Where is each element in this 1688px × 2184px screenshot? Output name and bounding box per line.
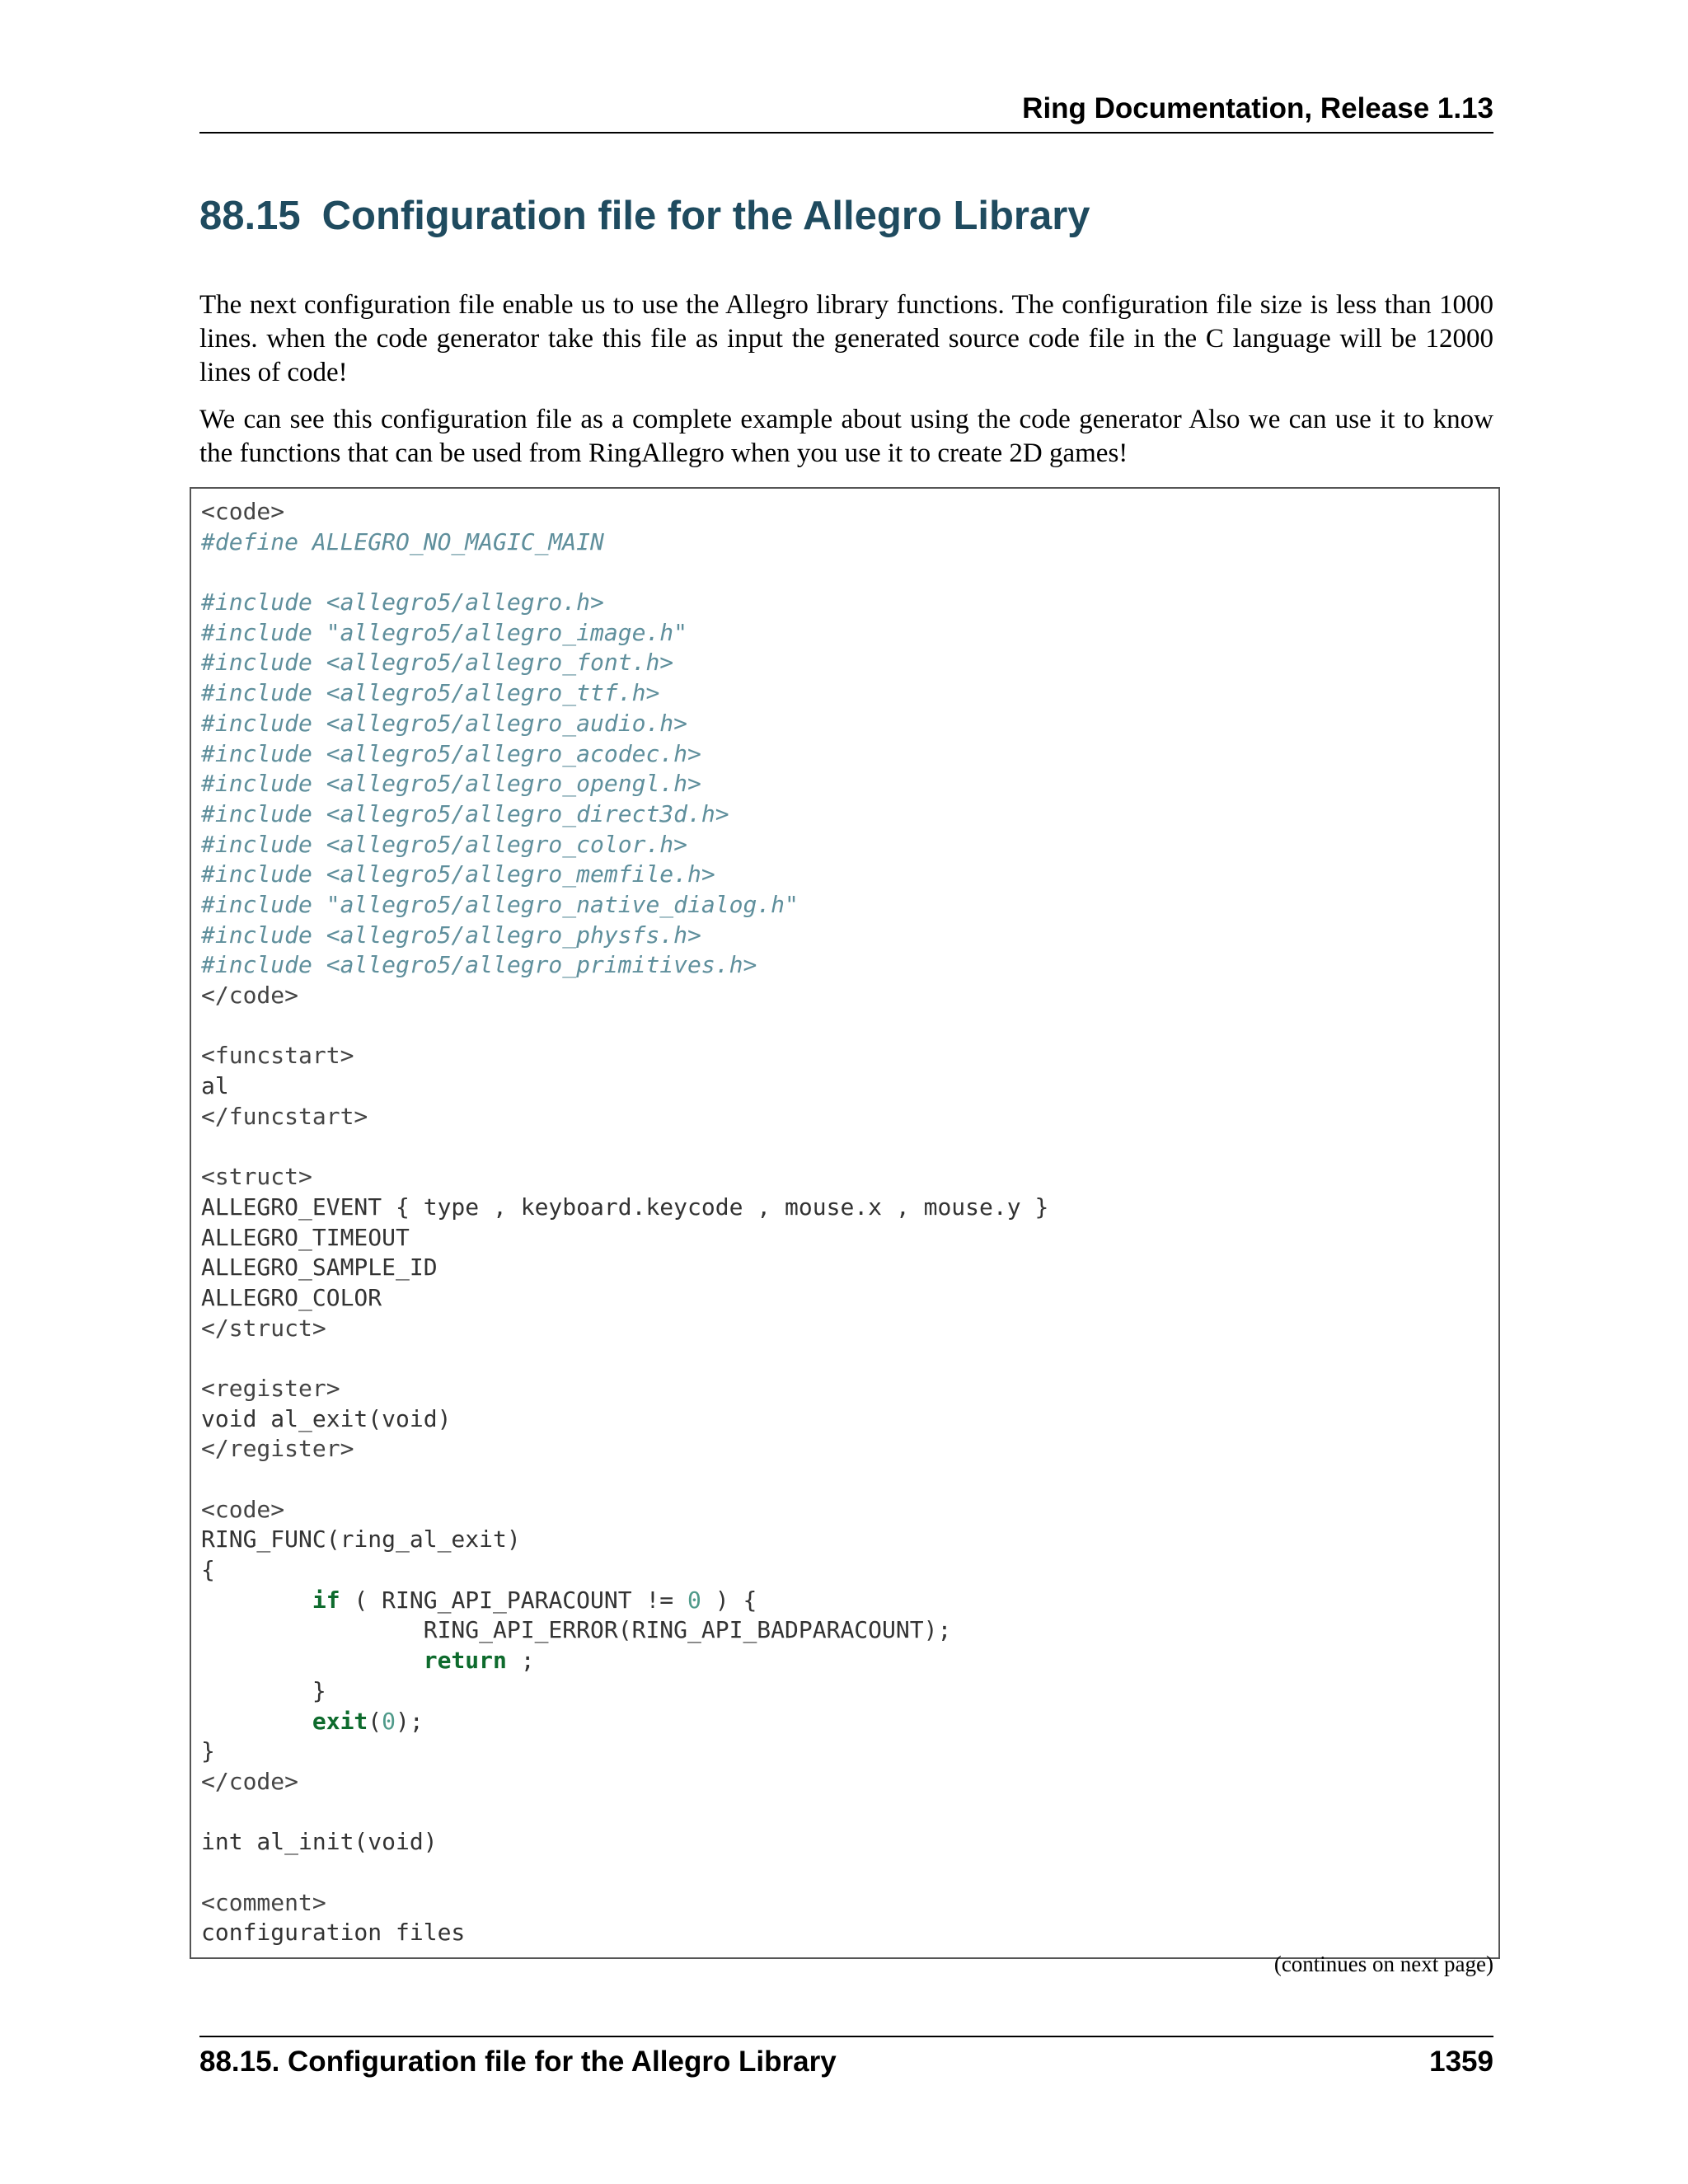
- code-line: #include <allegro5/allegro_opengl.h>: [201, 770, 701, 798]
- code-line: configuration files: [201, 1919, 466, 1947]
- code-line: </code>: [201, 1767, 299, 1795]
- code-line-blank: [201, 1132, 1048, 1162]
- code-line: <code>: [201, 1495, 285, 1523]
- code-line: int al_init(void): [201, 1828, 438, 1856]
- code-line: #include "allegro5/allegro_image.h": [201, 618, 688, 646]
- code-line: RING_FUNC(ring_al_exit): [201, 1526, 521, 1554]
- code-line: ALLEGRO_TIMEOUT: [201, 1223, 410, 1251]
- code-line: <register>: [201, 1374, 340, 1402]
- code-line: [201, 1676, 1048, 1707]
- code-keyword: if: [312, 1586, 340, 1614]
- code-line-blank: [201, 1797, 1048, 1828]
- code-line: [201, 1646, 1048, 1676]
- code-line: #include <allegro5/allegro_acodec.h>: [201, 739, 701, 767]
- code-token: );: [396, 1707, 424, 1735]
- code-line: #include <allegro5/allegro_color.h>: [201, 830, 688, 858]
- code-line: al: [201, 1072, 229, 1100]
- section-title-text: Configuration file for the Allegro Library: [321, 194, 1090, 238]
- code-line-blank: [201, 557, 1048, 588]
- code-line: #include <allegro5/allegro_memfile.h>: [201, 860, 715, 888]
- code-line: <struct>: [201, 1163, 312, 1191]
- footer-section: 88.15. Configuration file for the Allegro Library: [199, 2046, 837, 2078]
- code-token: ;: [506, 1647, 535, 1675]
- code-line: #include <allegro5/allegro_physfs.h>: [201, 921, 701, 949]
- code-line: #define ALLEGRO_NO_MAGIC_MAIN: [201, 527, 604, 555]
- code-keyword: return: [423, 1647, 507, 1675]
- code-keyword: exit: [312, 1707, 368, 1735]
- code-token: ) {: [701, 1586, 757, 1614]
- section-title: [199, 191, 1090, 241]
- code-line: </register>: [201, 1435, 354, 1463]
- code-line: [201, 1615, 1048, 1646]
- code-token: }: [312, 1676, 326, 1704]
- code-lines: [201, 497, 1048, 1948]
- code-line: #include <allegro5/allegro_direct3d.h>: [201, 799, 729, 827]
- code-line: }: [201, 1737, 215, 1765]
- code-line: #include <allegro5/allegro_ttf.h>: [201, 679, 660, 707]
- code-line: ALLEGRO_SAMPLE_ID: [201, 1254, 438, 1282]
- continues-note: (continues on next page): [1273, 1952, 1493, 1976]
- code-line: [201, 1586, 1048, 1616]
- code-line-blank: [201, 1465, 1048, 1495]
- code-token: (: [368, 1707, 382, 1735]
- code-line-blank: [201, 1858, 1048, 1888]
- page-number: 1359: [1429, 2046, 1493, 2078]
- code-line: #include <allegro5/allegro_audio.h>: [201, 709, 688, 737]
- usage-paragraph: We can see this configuration file as a complete example about using the code generator Also we can use it to know the functions that can be used from RingAllegro when you use it to create 2D games!: [199, 405, 1493, 468]
- code-line-blank: [201, 1011, 1048, 1042]
- code-line: </struct>: [201, 1314, 326, 1342]
- code-line: #include "allegro5/allegro_native_dialog.h": [201, 890, 799, 918]
- code-line: #include <allegro5/allegro_primitives.h>: [201, 951, 757, 979]
- code-line: [201, 1707, 1048, 1737]
- code-line: </code>: [201, 982, 299, 1009]
- code-block: [190, 487, 1500, 1959]
- code-number: 0: [382, 1707, 396, 1735]
- header-title: Ring Documentation, Release 1.13: [1022, 92, 1493, 124]
- code-line: #include <allegro5/allegro_font.h>: [201, 649, 674, 677]
- code-line: <comment>: [201, 1888, 326, 1916]
- code-line: ALLEGRO_COLOR: [201, 1283, 382, 1311]
- intro-paragraph: The next configuration file enable us to use the Allegro library functions. The configuration file size is less than 1000 lines. when the code generator take this file as input the generated source code file in the C language will be 12000 lines of code!: [199, 290, 1493, 387]
- code-token: ( RING_API_PARACOUNT !=: [340, 1586, 688, 1614]
- section-number: 88.15: [199, 194, 301, 238]
- code-line: ALLEGRO_EVENT { type , keyboard.keycode , mouse.x , mouse.y }: [201, 1193, 1049, 1221]
- code-line: <code>: [201, 498, 285, 525]
- code-number: 0: [687, 1586, 701, 1614]
- code-line: <funcstart>: [201, 1042, 354, 1070]
- code-line: {: [201, 1556, 215, 1584]
- page-footer: [199, 2036, 1493, 2080]
- code-line: #include <allegro5/allegro.h>: [201, 588, 604, 616]
- page-header: [199, 91, 1493, 134]
- code-line-blank: [201, 1343, 1048, 1374]
- code-line: </funcstart>: [201, 1102, 368, 1130]
- code-token: RING_API_ERROR(RING_API_BADPARACOUNT);: [423, 1616, 952, 1644]
- code-line: void al_exit(void): [201, 1404, 452, 1432]
